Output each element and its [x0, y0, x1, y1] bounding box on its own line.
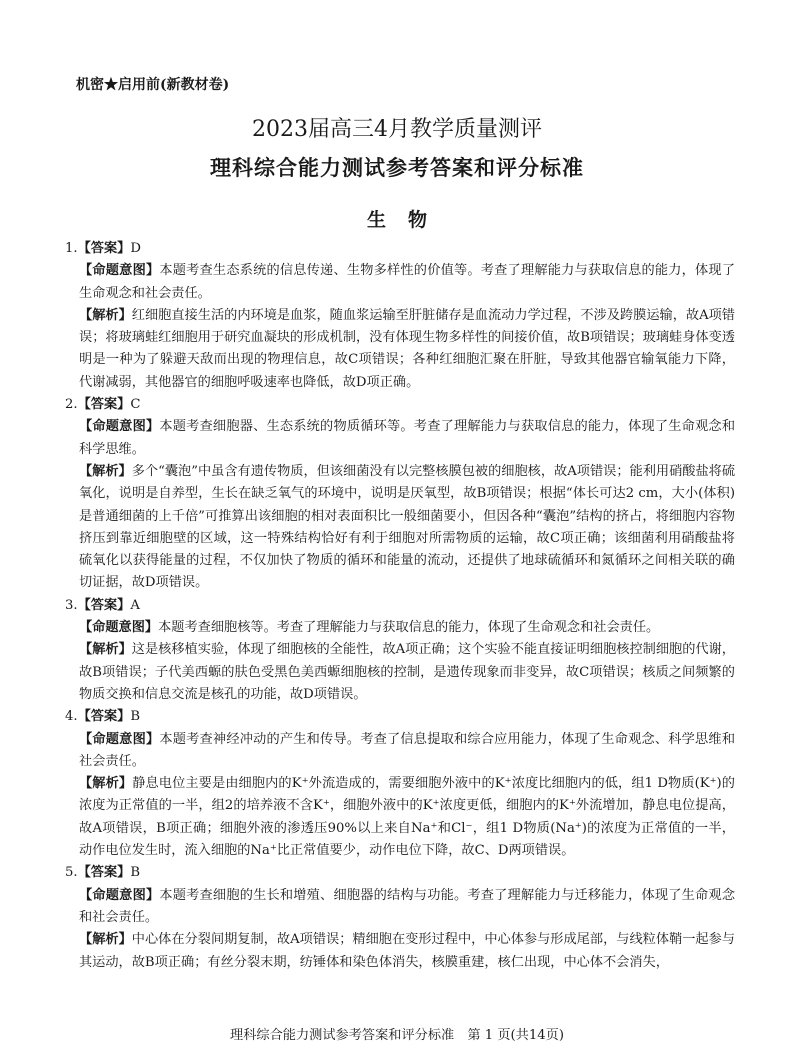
answer-tag: 【答案】	[77, 597, 131, 613]
confidential-label: 机密★启用前(新教材卷)	[76, 77, 230, 93]
page-footer: 理科综合能力测试参考答案和评分标准 第 1 页(共14页)	[230, 1028, 564, 1043]
analysis-paragraph	[65, 639, 735, 706]
analysis-paragraph	[65, 305, 735, 394]
answer-tag: 【答案】	[77, 397, 131, 413]
question-item	[65, 595, 735, 706]
answer-value: B	[130, 865, 141, 881]
question-item	[65, 238, 735, 394]
question-number: 3.	[65, 597, 78, 613]
questions-list	[65, 238, 735, 974]
analysis-paragraph	[65, 461, 735, 595]
intent-tag: 【命题意图】	[79, 419, 160, 435]
exam-title: 2023届高三4月教学质量测评	[252, 117, 542, 142]
analysis-text: 多个“囊泡”中虽含有遗传物质，但该细菌没有以完整核膜包被的细胞核，故A项错误；能利用硝酸盐将硫氧化，说明是自养型，生长在缺乏氧气的环境中，说明是厌氧型，故B项错误；根据“体长可达2 cm，大小(体积)是普通细菌的上千倍”可推算出该细胞的相对表面积比一般细菌要小，但因各种“囊泡”结构的挤占，将细胞内容物挤压到靠近细胞壁的区域，这一特殊结构恰好有利于细胞对所需物质的运输，故C项正确；该细菌利用硝酸盐将硫氧化以获得能量的过程，不仅加快了物质的循环和能量的流动，还提供了地球硫循环和氮循环之间相关联的确切证据，故D项错误。	[79, 463, 736, 591]
analysis-text: 红细胞直接生活的内环境是血浆，随血浆运输至肝脏储存是血流动力学过程，不涉及跨膜运输，故A项错误；将玻璃蛙红细胞用于研究血凝块的形成机制，没有体现生物多样性的间接价值，故B项错误；玻璃蛙身体变透明是一种为了躲避天敌而出现的物理信息，故C项错误；各种红细胞汇聚在肝脏，导致其他器官输氧能力下降，代谢减弱，其他器官的细胞呼吸速率也降低，故D项正确。	[79, 307, 735, 390]
intent-tag: 【命题意图】	[79, 263, 160, 279]
analysis-tag: 【解析】	[79, 463, 132, 479]
intent-tag: 【命题意图】	[79, 731, 160, 747]
answer-tag: 【答案】	[77, 241, 131, 256]
intent-text: 本题考查细胞器、生态系统的物质循环等。考查了理解能力与获取信息的能力，体现了生命观念和科学思维。	[79, 419, 736, 457]
question-answer-line	[65, 862, 735, 884]
analysis-text: 这是核移植实验，体现了细胞核的全能性，故A项正确；这个实验不能直接证明细胞核控制细胞的代谢，故B项错误；子代美西螈的肤色受黑色美西螈细胞核的控制，是遗传现象而非变异，故C项错误；核质之间频繁的物质交换和信息交流是核孔的功能，故D项错误。	[79, 642, 735, 702]
intent-paragraph	[65, 617, 735, 639]
analysis-text: 静息电位主要是由细胞内的K⁺外流造成的，需要细胞外液中的K⁺浓度比细胞内的低，组1 D物质(K⁺)的浓度为正常值的一半，组2的培养液不含K⁺，细胞外液中的K⁺浓度更低，细胞内的K⁺外流增加，静息电位提高，故A项错误，B项正确；细胞外液的渗透压90%以上来自Na⁺和Cl⁻，组1 D物质(Na⁺)的浓度为正常值的一半，动作电位发生时，流入细胞的Na⁺比正常值要少，动作电位下降，故C、D两项错误。	[79, 776, 735, 859]
answer-value: B	[130, 709, 141, 725]
question-number: 4.	[65, 709, 78, 725]
intent-text: 本题考查神经冲动的产生和传导。考查了信息提取和综合应用能力，体现了生命观念、科学思维和社会责任。	[79, 731, 736, 769]
document-title: 理科综合能力测试参考答案和评分标准	[210, 155, 584, 180]
question-item	[65, 394, 735, 595]
analysis-tag: 【解析】	[79, 307, 132, 323]
intent-paragraph	[65, 885, 735, 930]
analysis-text: 中心体在分裂间期复制，故A项错误；精细胞在变形过程中，中心体参与形成尾部，与线粒体鞘一起参与其运动，故B项正确；有丝分裂末期，纺锤体和染色体消失，核膜重建，核仁出现，中心体不会消失，	[79, 932, 735, 970]
intent-text: 本题考查细胞核等。考查了理解能力与获取信息的能力，体现了生命观念和社会责任。	[158, 620, 660, 636]
intent-text: 本题考查细胞的生长和增殖、细胞器的结构与功能。考查了理解能力与迁移能力，体现了生命观念和社会责任。	[79, 887, 736, 925]
answer-value: C	[130, 397, 141, 413]
analysis-tag: 【解析】	[79, 776, 133, 792]
analysis-tag: 【解析】	[79, 932, 132, 948]
question-item	[65, 706, 735, 862]
question-answer-line	[65, 706, 735, 728]
question-number: 5.	[65, 865, 78, 881]
answer-value: D	[130, 241, 141, 256]
intent-paragraph	[65, 729, 735, 774]
question-answer-line	[65, 595, 735, 617]
answer-tag: 【答案】	[77, 709, 131, 725]
analysis-paragraph	[65, 929, 735, 974]
analysis-paragraph	[65, 773, 735, 862]
answer-tag: 【答案】	[77, 865, 131, 881]
intent-tag: 【命题意图】	[79, 620, 159, 636]
intent-paragraph	[65, 260, 735, 305]
subject-heading: 生物	[366, 209, 449, 231]
question-item	[65, 862, 735, 973]
question-number: 2.	[65, 397, 78, 413]
question-answer-line	[65, 238, 735, 260]
intent-tag: 【命题意图】	[79, 887, 160, 903]
intent-text: 本题考查生态系统的信息传递、生物多样性的价值等。考查了理解能力与获取信息的能力，体现了生命观念和社会责任。	[79, 263, 736, 301]
question-answer-line	[65, 394, 735, 416]
question-number: 1.	[65, 241, 78, 256]
intent-paragraph	[65, 416, 735, 461]
analysis-tag: 【解析】	[79, 642, 132, 658]
answer-value: A	[130, 597, 140, 613]
